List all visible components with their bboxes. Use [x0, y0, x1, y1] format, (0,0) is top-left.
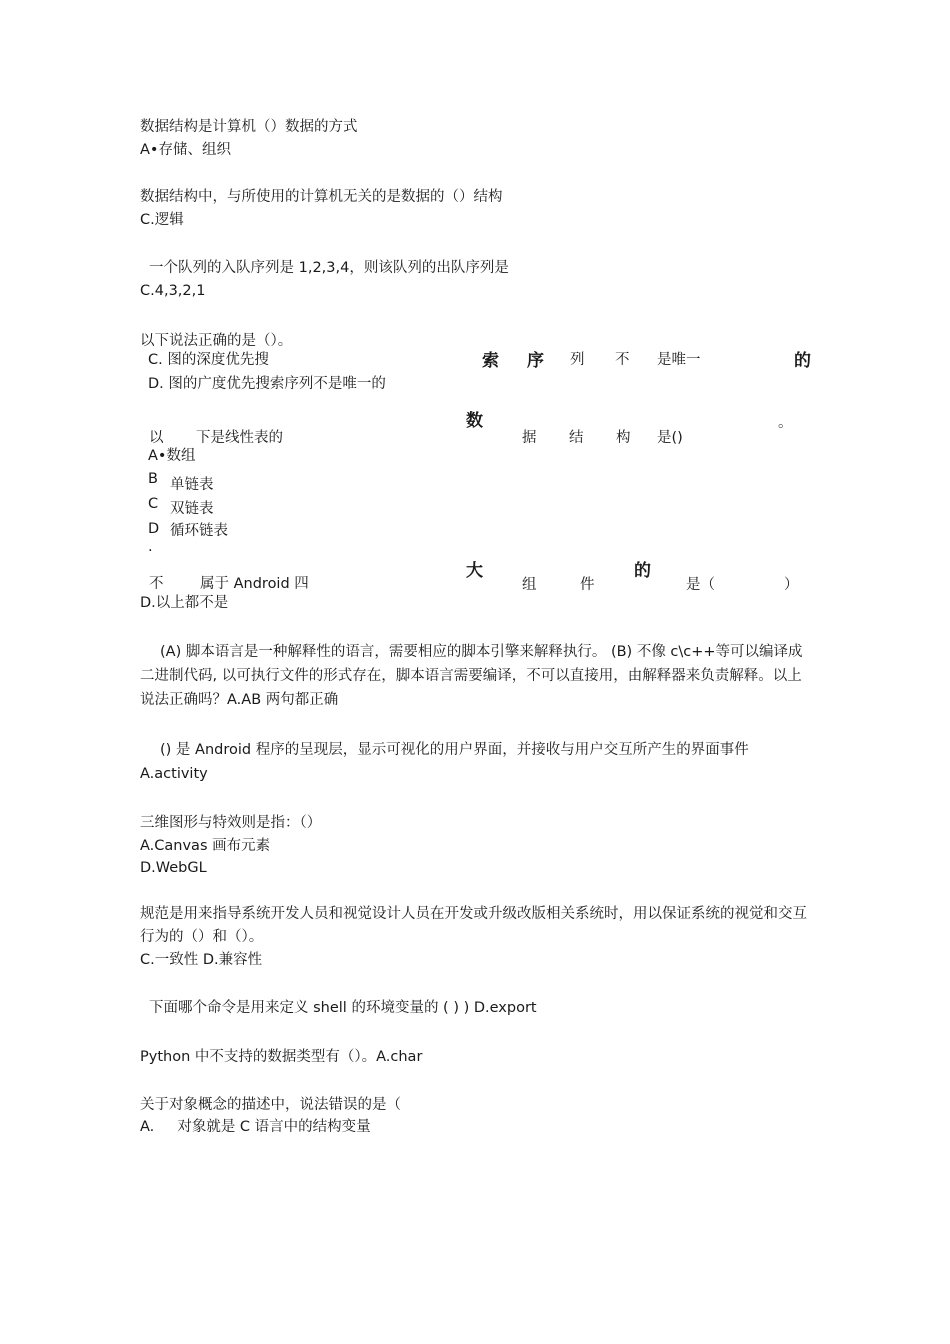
question-8-text: () 是 Android 程序的呈现层，显示可视化的用户界面，并接收与用户交互所产生的界面事件 A.activity [140, 742, 749, 782]
question-1-text: 数据结构是计算机（）数据的方式 [140, 119, 358, 135]
question-6-fragment: 是（ [686, 577, 715, 593]
question-5-option-a: A•数组 [148, 448, 196, 464]
question-5-fragment: 是() [657, 430, 683, 446]
question-5-fragment: 结 [569, 430, 584, 446]
question-5-option-b-letter: B [148, 471, 158, 487]
question-5-option-d-letter: D [148, 521, 160, 537]
question-3-text: 一个队列的入队序列是 1,2,3,4，则该队列的出队序列是 [149, 260, 509, 276]
question-6-fragment: 大 [466, 561, 483, 581]
question-10-answer: C.一致性 D.兼容性 [140, 952, 263, 968]
question-13-text: 关于对象概念的描述中，说法错误的是（ [140, 1097, 401, 1113]
question-6-text: 属于 Android 四 [200, 576, 309, 592]
question-2-text: 数据结构中，与所使用的计算机无关的是数据的（）结构 [140, 189, 503, 205]
question-5-fragment: 以 [149, 430, 164, 446]
question-4-option-c: C. 图的深度优先搜 [148, 352, 269, 368]
question-7-text: (A) 脚本语言是一种解释性的语言，需要相应的脚本引擎来解释执行。 (B) 不像 c\c++等可以编译成二进制代码, 以可执行文件的形式存在，脚本语言需要编译，不可以直接用，由解释器来负责解释。以上说法正确吗？A.AB 两句都正确 [140, 644, 803, 708]
question-9-answer-1: A.Canvas 画布元素 [140, 838, 271, 854]
question-5-text: 下是线性表的 [196, 430, 283, 446]
question-5-fragment: 数 [466, 411, 483, 431]
question-6-answer: D.以上都不是 [140, 595, 229, 611]
question-13-answer: A. 对象就是 C 语言中的结构变量 [140, 1119, 371, 1135]
question-4-fragment: 索 [482, 351, 499, 371]
question-6-fragment: 组 [522, 577, 537, 593]
stray-dot: . [148, 539, 153, 555]
question-5-fragment: 。 [778, 415, 793, 431]
question-9-answer-2: D.WebGL [140, 860, 207, 876]
question-4-fragment: 列 [570, 352, 585, 368]
question-6-fragment: 不 [149, 576, 164, 592]
question-6-fragment: ） [784, 577, 799, 593]
question-1-answer: A•存储、组织 [140, 142, 231, 158]
question-5-option-b: 单链表 [170, 477, 214, 493]
question-4-fragment: 序 [527, 351, 544, 371]
question-4-fragment: 的 [794, 351, 811, 371]
question-5-fragment: 构 [616, 430, 631, 446]
question-9-text: 三维图形与特效则是指：（） [140, 815, 322, 831]
question-12-text: Python 中不支持的数据类型有（）。A.char [140, 1049, 423, 1065]
question-5-option-c-letter: C [148, 496, 159, 512]
question-6-fragment: 的 [634, 561, 651, 581]
question-6-fragment: 件 [580, 577, 595, 593]
question-11-text: 下面哪个命令是用来定义 shell 的环境变量的 ( ) ) D.export [149, 1000, 537, 1016]
question-5-fragment: 据 [522, 430, 537, 446]
question-5-option-c: 双链表 [170, 501, 214, 517]
question-5-option-d: 循环链表 [170, 523, 228, 539]
question-2-answer: C.逻辑 [140, 212, 184, 228]
question-4-text: 以下说法正确的是（）。 [140, 333, 293, 349]
question-3-answer: C.4,3,2,1 [140, 283, 206, 299]
question-10-text: 规范是用来指导系统开发人员和视觉设计人员在开发或升级改版相关系统时，用以保证系统的视觉和交互行为的（）和（）。 [140, 906, 807, 945]
question-4-option-d: D. 图的广度优先搜索序列不是唯一的 [148, 376, 386, 392]
question-4-fragment: 不 [615, 352, 630, 368]
question-4-fragment: 是唯一 [657, 352, 701, 368]
